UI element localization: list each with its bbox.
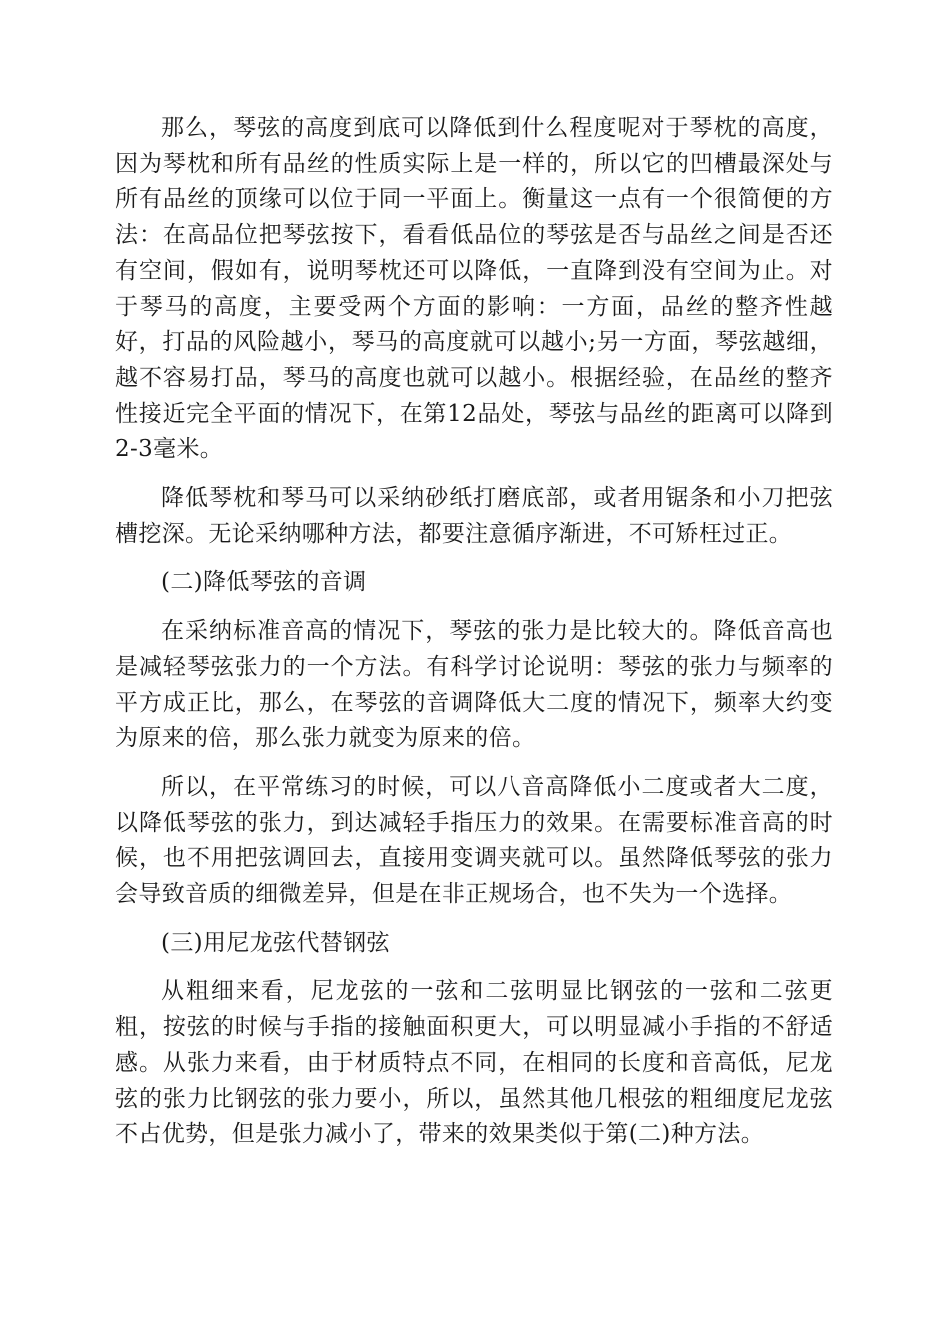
paragraph-nylon-comparison: 从粗细来看，尼龙弦的一弦和二弦明显比钢弦的一弦和二弦更粗，按弦的时候与手指的接触面积更大，可以明显减小手指的不舒适感。从张力来看，由于材质特点不同，在相同的长度和音高低，尼龙弦的张力比钢弦的张力要小，所以，虽然其他几根弦的粗细度尼龙弦不占优势，但是张力减小了，带来的效果类似于第(二)种方法。 (115, 978, 833, 1148)
paragraph-practice-tuning: 所以，在平常练习的时候，可以八音高降低小二度或者大二度，以降低琴弦的张力，到达减轻手指压力的效果。在需要标准音高的时候，也不用把弦调回去，直接用变调夹就可以。虽然降低琴弦的张力会导致音质的细微差异，但是在非正规场合，也不失为一个选择。 (115, 773, 833, 908)
paragraph-string-height: 那么，琴弦的高度到底可以降低到什么程度呢对于琴枕的高度，因为琴枕和所有品丝的性质实际上是一样的，所以它的凹槽最深处与所有品丝的顶缘可以位于同一平面上。衡量这一点有一个很简便的方法：在高品位把琴弦按下，看看低品位的琴弦是否与品丝之间是否还有空间，假如有，说明琴枕还可以降低，一直降到没有空间为止。对于琴马的高度，主要受两个方面的影响：一方面，品丝的整齐性越好，打品的风险越小，琴马的高度就可以越小;另一方面，琴弦越细，越不容易打品，琴马的高度也就可以越小。根据经验，在品丝的整齐性接近完全平面的情况下，在第12品处，琴弦与品丝的距离可以降到2-3毫米。 (115, 115, 833, 463)
section-heading-lower-pitch: (二)降低琴弦的音调 (161, 569, 367, 596)
paragraph-standard-pitch: 在采纳标准音高的情况下，琴弦的张力是比较大的。降低音高也是减轻琴弦张力的一个方法。有科学讨论说明：琴弦的张力与频率的平方成正比，那么，在琴弦的音调降低大二度的情况下，频率大约变为原来的倍，那么张力就变为原来的倍。 (115, 618, 833, 752)
section-heading-nylon-strings: (三)用尼龙弦代替钢弦 (161, 929, 390, 956)
document-body (115, 111, 833, 1166)
paragraph-lowering-method: 降低琴枕和琴马可以采纳砂纸打磨底部，或者用锯条和小刀把弦槽挖深。无论采纳哪种方法，都要注意循序渐进，不可矫枉过正。 (115, 485, 833, 547)
